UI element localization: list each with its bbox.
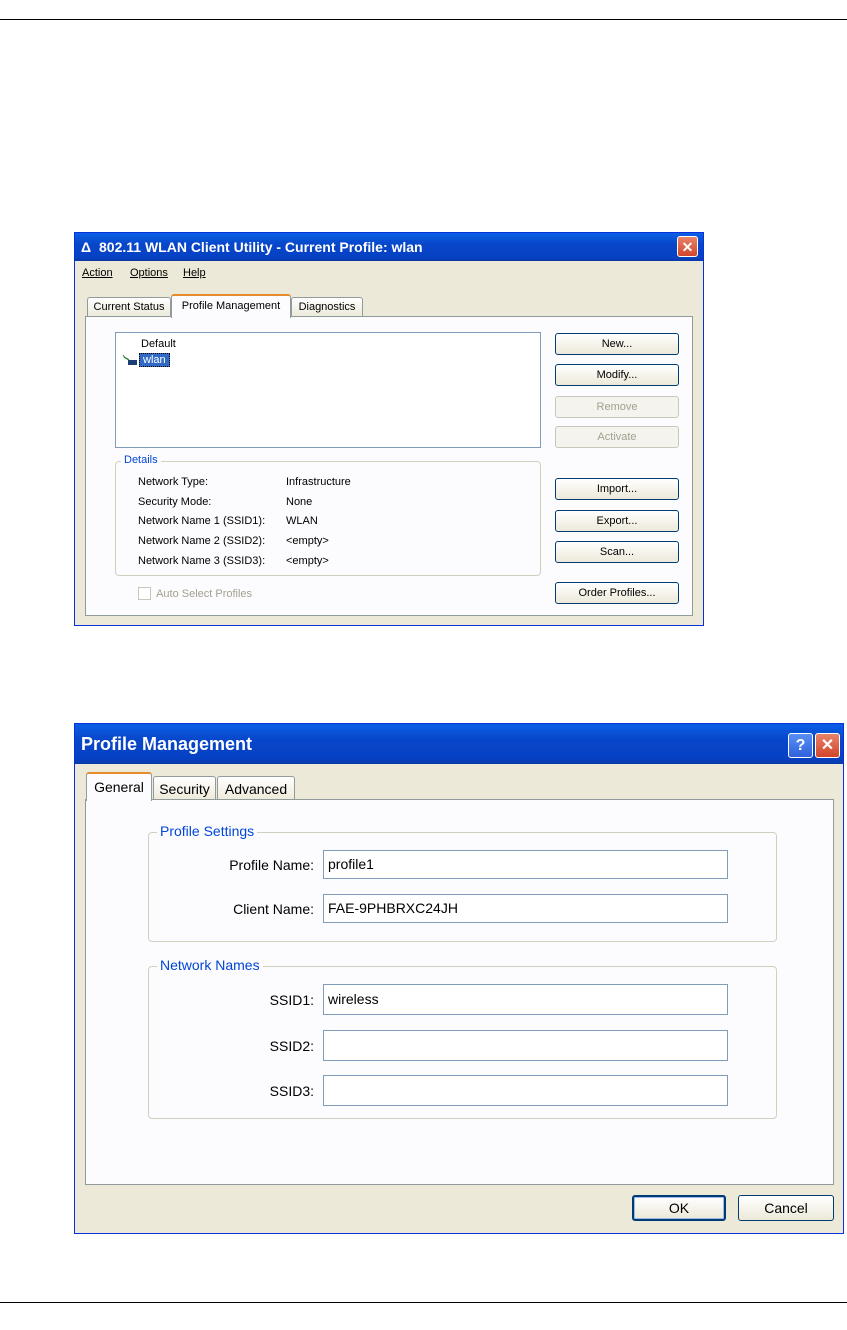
export-button-label: Export... [596,515,638,527]
profile-item-default-label: Default [141,338,176,350]
detail-network-type-label: Network Type: [138,476,209,488]
details-group [115,454,541,576]
network-names-group [148,957,777,1119]
ssid2-field[interactable] [323,1030,728,1061]
auto-select-profiles-label: Auto Select Profiles [156,587,253,600]
activate-button-label: Activate [597,431,637,443]
detail-ssid3-label: Network Name 3 (SSID3): [138,555,266,567]
dialog-title-bar[interactable] [75,724,843,764]
network-names-legend: Network Names [157,957,263,973]
remove-button[interactable] [555,396,679,418]
utility-close-icon[interactable]: ✕ [677,236,698,257]
page-top-rule [0,19,847,20]
tab-security[interactable] [153,776,216,801]
detail-ssid1-value: WLAN [286,515,318,527]
remove-button-label: Remove [596,401,638,413]
dialog-title: Profile Management [81,734,253,754]
profile-name-value: profile1 [328,856,374,872]
detail-ssid2-value: <empty> [286,535,329,547]
cancel-button-label: Cancel [764,1200,808,1216]
modify-button-label: Modify... [596,369,638,381]
modify-button[interactable] [555,364,679,386]
tab-advanced-label: Advanced [224,781,288,797]
menu-options-label: Options [130,267,168,279]
tab-general-label: General [94,779,144,795]
auto-select-profiles-checkbox[interactable] [138,587,252,600]
utility-logo-icon: Δ [81,239,92,255]
ssid3-label: SSID3: [269,1083,314,1099]
detail-ssid2-label: Network Name 2 (SSID2): [138,535,266,547]
tab-diagnostics-label: Diagnostics [298,301,356,313]
tab-profile-management-label: Profile Management [181,300,281,312]
tab-current-status[interactable] [87,297,171,317]
scan-button[interactable] [555,541,679,563]
order-profiles-button[interactable] [555,582,679,604]
detail-ssid3-value: <empty> [286,555,329,567]
utility-title-bar[interactable] [75,233,703,261]
detail-network-type-value: Infrastructure [286,476,351,488]
tab-current-status-label: Current Status [93,301,165,313]
wireless-profile-icon [122,354,138,366]
profile-item-wlan[interactable] [139,353,170,367]
tab-profile-management[interactable] [171,294,291,318]
client-name-field[interactable] [323,894,728,923]
profile-management-dialog [74,723,844,1234]
ssid3-field[interactable] [323,1075,728,1106]
profile-item-default[interactable] [141,338,176,350]
ssid1-label: SSID1: [269,992,314,1008]
profile-name-label: Profile Name: [229,857,314,873]
tab-general[interactable] [86,772,152,801]
auto-select-checkbox-box [138,587,151,600]
details-legend: Details [121,454,161,466]
ok-button-label: OK [668,1200,690,1216]
client-name-label: Client Name: [233,901,314,917]
client-name-value: FAE-9PHBRXC24JH [328,900,458,916]
general-tab-panel [85,799,834,1185]
import-button-label: Import... [596,483,638,495]
profile-settings-group [148,823,777,942]
activate-button[interactable] [555,426,679,448]
ssid1-field[interactable] [323,984,728,1015]
ssid2-label: SSID2: [269,1038,314,1054]
wlan-client-utility-window [74,232,704,626]
menu-action-label: Action [82,267,113,279]
profile-name-field[interactable] [323,850,728,879]
scan-button-label: Scan... [599,546,635,558]
cancel-button[interactable] [738,1195,834,1221]
profile-settings-legend: Profile Settings [157,823,257,839]
tab-security-label: Security [159,781,210,797]
utility-window-title: 802.11 WLAN Client Utility - Current Profile: wlan [99,239,423,255]
detail-security-mode-label: Security Mode: [138,496,212,508]
tab-diagnostics[interactable] [291,297,363,317]
order-profiles-button-label: Order Profiles... [578,587,656,599]
ssid1-value: wireless [328,991,379,1007]
detail-ssid1-label: Network Name 1 (SSID1): [138,515,266,527]
detail-security-mode-value: None [286,496,313,508]
page-bottom-rule [0,1302,847,1303]
new-button[interactable] [555,333,679,355]
menu-help-label: Help [183,267,206,279]
export-button[interactable] [555,510,679,532]
new-button-label: New... [601,338,633,350]
dialog-close-icon[interactable]: ✕ [815,733,840,758]
utility-menu-bar [75,262,703,282]
profile-item-wlan-label: wlan [143,354,166,366]
profile-management-panel [85,316,693,616]
help-icon[interactable]: ? [788,733,813,758]
import-button[interactable] [555,478,679,500]
profile-list[interactable] [115,332,541,448]
ok-button[interactable] [632,1195,726,1221]
tab-advanced[interactable] [217,776,295,801]
